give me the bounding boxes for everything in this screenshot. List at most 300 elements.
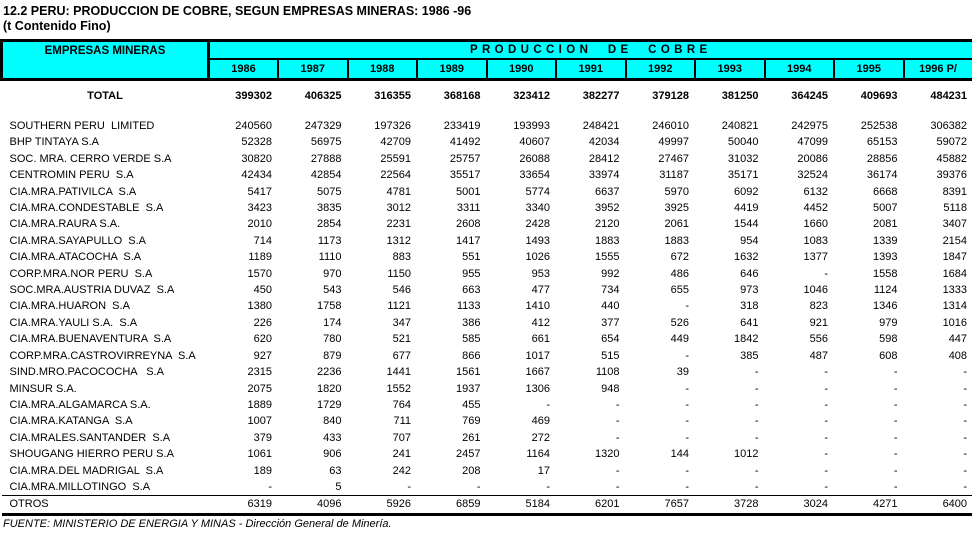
row-label: BHP TINTAYA S.A: [9, 136, 99, 149]
value-cell: 3407: [942, 218, 968, 231]
value-cell: 17: [537, 464, 550, 477]
value-cell: 646: [740, 267, 759, 280]
value-cell: 5007: [873, 202, 898, 215]
value-cell: 30820: [241, 152, 272, 165]
value-cell: -: [754, 431, 759, 444]
value-cell: 469: [531, 415, 550, 428]
table-row-company: [2, 118, 972, 134]
row-label: CIA.MRA.KATANGA S.A: [9, 415, 133, 428]
value-cell: 1016: [942, 316, 968, 329]
value-cell: 247329: [304, 120, 342, 132]
value-cell: 641: [740, 316, 759, 329]
value-cell: 449: [670, 333, 689, 346]
value-cell: 1883: [664, 234, 689, 247]
table-row-company: [2, 315, 972, 331]
table-row-company: [2, 216, 972, 232]
value-cell: 364245: [791, 90, 828, 102]
value-cell: 28856: [866, 152, 898, 165]
value-cell: 39: [676, 366, 689, 379]
value-cell: -: [963, 382, 968, 395]
value-cell: 3340: [525, 202, 550, 215]
value-cell: 1333: [942, 284, 968, 297]
value-cell: 1173: [317, 234, 342, 247]
table-row-company: [2, 134, 972, 150]
value-cell: 1883: [595, 234, 620, 247]
year-header-1994: 1994: [765, 59, 835, 80]
value-cell: 189: [253, 464, 272, 477]
value-cell: 316355: [374, 90, 411, 102]
value-cell: 655: [670, 284, 689, 297]
value-cell: 556: [809, 333, 828, 346]
value-cell: 242: [392, 464, 411, 477]
value-cell: 22564: [380, 169, 411, 182]
value-cell: 1667: [525, 366, 550, 379]
value-cell: -: [963, 431, 968, 444]
table-row-company: [2, 200, 972, 216]
value-cell: 240821: [721, 120, 759, 132]
value-cell: 174: [323, 316, 342, 329]
value-cell: 1133: [456, 300, 481, 313]
value-cell: 272: [531, 431, 550, 444]
value-cell: 5: [335, 480, 342, 493]
value-cell: 5075: [317, 185, 342, 198]
value-cell: 2075: [247, 382, 272, 395]
value-cell: 521: [392, 333, 411, 346]
value-cell: -: [893, 464, 898, 477]
value-cell: 1758: [317, 300, 342, 313]
value-cell: 477: [531, 284, 550, 297]
value-cell: 2854: [317, 218, 342, 231]
value-cell: 1558: [873, 267, 898, 280]
value-cell: -: [893, 415, 898, 428]
value-cell: 654: [601, 333, 620, 346]
value-cell: 1007: [247, 415, 272, 428]
year-header-1991: 1991: [556, 59, 626, 80]
value-cell: -: [893, 480, 898, 493]
group-header-row: [2, 41, 972, 59]
value-cell: 883: [392, 251, 411, 264]
value-cell: 955: [462, 267, 481, 280]
value-cell: 866: [462, 349, 481, 362]
value-cell: -: [685, 398, 689, 411]
value-cell: 368168: [443, 90, 481, 102]
value-cell: 585: [462, 333, 481, 346]
value-cell: 2081: [873, 218, 898, 231]
row-label: SOC. MRA. CERRO VERDE S.A: [9, 152, 172, 165]
value-cell: -: [893, 448, 898, 461]
value-cell: 28412: [588, 152, 620, 165]
value-cell: 248421: [582, 120, 620, 132]
value-cell: 1410: [525, 300, 550, 313]
value-cell: -: [963, 464, 968, 477]
value-cell: 27467: [658, 152, 689, 165]
value-cell: 1306: [525, 382, 550, 395]
value-cell: -: [546, 398, 550, 411]
value-cell: 764: [392, 398, 411, 411]
value-cell: 992: [601, 267, 620, 280]
value-cell: -: [963, 366, 968, 379]
value-cell: 3925: [664, 202, 689, 215]
value-cell: 382277: [582, 90, 620, 102]
value-cell: 26088: [519, 152, 550, 165]
value-cell: 1380: [247, 300, 272, 313]
value-cell: 412: [531, 316, 550, 329]
row-label: TOTAL: [87, 90, 123, 102]
value-cell: 5184: [487, 496, 557, 514]
value-cell: 1570: [247, 267, 272, 280]
value-cell: -: [963, 448, 968, 461]
value-cell: 515: [601, 349, 620, 362]
produccion-de-cobre-header: PRODUCCION DE COBRE: [209, 41, 972, 59]
value-cell: 1820: [317, 382, 342, 395]
value-cell: -: [824, 415, 828, 428]
value-cell: 608: [879, 349, 898, 362]
value-cell: 45882: [936, 152, 968, 165]
value-cell: 1847: [942, 251, 968, 264]
year-header-1993: 1993: [695, 59, 765, 80]
value-cell: 2428: [525, 218, 550, 231]
value-cell: 1083: [803, 234, 828, 247]
value-cell: 780: [323, 333, 342, 346]
value-cell: 734: [601, 284, 620, 297]
table-row-company: [2, 479, 972, 496]
value-cell: 246010: [652, 120, 689, 132]
value-cell: 50040: [727, 136, 759, 149]
value-cell: 1441: [386, 366, 411, 379]
value-cell: 433: [323, 431, 342, 444]
value-cell: 598: [879, 333, 898, 346]
value-cell: 1346: [873, 300, 898, 313]
table-row-company: [2, 331, 972, 347]
value-cell: 954: [740, 234, 759, 247]
value-cell: 20086: [797, 152, 828, 165]
value-cell: 2608: [456, 218, 481, 231]
value-cell: -: [824, 398, 828, 411]
value-cell: -: [824, 366, 828, 379]
value-cell: 33974: [588, 169, 620, 182]
value-cell: 1889: [247, 398, 272, 411]
value-cell: 52328: [241, 136, 272, 149]
row-label: CIA.MRA.CONDESTABLE S.A: [9, 202, 164, 215]
value-cell: 450: [253, 284, 272, 297]
value-cell: -: [754, 464, 759, 477]
value-cell: 979: [879, 316, 898, 329]
value-cell: -: [893, 398, 898, 411]
value-cell: 2236: [317, 366, 342, 379]
value-cell: 2457: [456, 448, 481, 461]
value-cell: 2010: [247, 218, 272, 231]
value-cell: 1544: [734, 218, 759, 231]
value-cell: -: [685, 415, 689, 428]
value-cell: 25591: [380, 152, 411, 165]
value-cell: 3835: [317, 202, 342, 215]
value-cell: 193993: [513, 120, 550, 132]
value-cell: 526: [670, 316, 689, 329]
value-cell: 6400: [904, 496, 972, 514]
value-cell: 41492: [449, 136, 481, 149]
table-row-company: [2, 348, 972, 364]
value-cell: 4452: [803, 202, 828, 215]
row-label: CIA.MRA.ATACOCHA S.A: [9, 251, 142, 264]
value-cell: 242975: [791, 120, 828, 132]
value-cell: 39376: [936, 169, 968, 182]
value-cell: -: [824, 480, 828, 493]
table-row-company: [2, 249, 972, 265]
value-cell: 2061: [664, 218, 689, 231]
value-cell: 4419: [734, 202, 759, 215]
value-cell: 3423: [247, 202, 272, 215]
value-cell: 455: [462, 398, 481, 411]
value-cell: -: [685, 300, 689, 313]
value-cell: 40607: [519, 136, 550, 149]
spacer-row: [2, 80, 972, 89]
value-cell: 1729: [317, 398, 342, 411]
value-cell: 1314: [942, 300, 968, 313]
value-cell: 5926: [348, 496, 418, 514]
value-cell: 408: [948, 349, 968, 362]
value-cell: -: [754, 480, 759, 493]
value-cell: 35517: [449, 169, 481, 182]
value-cell: 1552: [386, 382, 411, 395]
value-cell: 5001: [456, 185, 481, 198]
value-cell: 1061: [247, 448, 272, 461]
spacer-row: [2, 105, 972, 118]
value-cell: -: [268, 480, 272, 493]
value-cell: -: [754, 382, 759, 395]
value-cell: 447: [948, 333, 968, 346]
year-header-1987: 1987: [278, 59, 348, 80]
table-body: [2, 80, 972, 515]
value-cell: -: [824, 382, 828, 395]
value-cell: 385: [740, 349, 759, 362]
value-cell: 5417: [247, 185, 272, 198]
value-cell: -: [615, 480, 620, 493]
table-row-total: [2, 88, 972, 105]
value-cell: 1493: [525, 234, 550, 247]
page-title: 12.2 PERU: PRODUCCION DE COBRE, SEGUN EMPRESAS MINERAS: 1986 -96: [3, 4, 472, 18]
value-cell: 620: [253, 333, 272, 346]
value-cell: 440: [601, 300, 620, 313]
row-label: OTROS: [2, 496, 209, 514]
value-cell: 3952: [595, 202, 620, 215]
value-cell: 1393: [873, 251, 898, 264]
year-header-1989: 1989: [417, 59, 487, 80]
row-label: SOUTHERN PERU LIMITED: [9, 120, 155, 132]
empresas-mineras-header: EMPRESAS MINERAS: [2, 41, 209, 80]
table-row-company: [2, 397, 972, 413]
value-cell: 1046: [803, 284, 828, 297]
value-cell: 663: [462, 284, 481, 297]
value-cell: 948: [601, 382, 620, 395]
table-row-company: [2, 364, 972, 380]
value-cell: -: [685, 480, 689, 493]
value-cell: -: [824, 267, 828, 280]
value-cell: 1012: [734, 448, 759, 461]
value-cell: 1339: [873, 234, 898, 247]
year-header-1996-p-: 1996 P/: [904, 59, 972, 80]
value-cell: 252538: [860, 120, 898, 132]
value-cell: 379: [253, 431, 272, 444]
row-label: CIA.MRALES.SANTANDER S.A: [9, 431, 171, 444]
value-cell: 35171: [727, 169, 759, 182]
value-cell: -: [407, 480, 411, 493]
value-cell: 1189: [248, 251, 272, 264]
value-cell: 921: [809, 316, 828, 329]
value-cell: 240560: [235, 120, 272, 132]
value-cell: 347: [392, 316, 411, 329]
value-cell: 1377: [803, 251, 828, 264]
year-header-1990: 1990: [487, 59, 557, 80]
value-cell: 484231: [930, 90, 968, 102]
row-label: CORP.MRA.CASTROVIRREYNA S.A: [9, 349, 196, 362]
value-cell: 1312: [386, 234, 411, 247]
value-cell: -: [615, 415, 620, 428]
value-cell: 318: [740, 300, 759, 313]
value-cell: 5118: [943, 202, 968, 215]
value-cell: 714: [253, 234, 272, 247]
value-cell: 3311: [456, 202, 481, 215]
table-row-company: [2, 463, 972, 479]
table-row-company: [2, 184, 972, 200]
value-cell: -: [824, 431, 828, 444]
value-cell: -: [963, 398, 968, 411]
year-header-1986: 1986: [209, 59, 279, 80]
row-label: CIA.MRA.RAURA S.A.: [9, 218, 121, 231]
value-cell: -: [893, 431, 898, 444]
value-cell: 6132: [803, 185, 828, 198]
value-cell: 6092: [734, 185, 759, 198]
value-cell: 1124: [873, 284, 898, 297]
table-row-company: [2, 298, 972, 314]
value-cell: 5970: [664, 185, 689, 198]
value-cell: -: [546, 480, 550, 493]
value-cell: 197326: [374, 120, 411, 132]
value-cell: 672: [670, 251, 689, 264]
value-cell: 42854: [310, 169, 342, 182]
value-cell: 1555: [595, 251, 620, 264]
value-cell: 8391: [942, 185, 968, 198]
value-cell: 823: [809, 300, 828, 313]
value-cell: 3024: [765, 496, 835, 514]
value-cell: 7657: [626, 496, 696, 514]
value-cell: 551: [462, 251, 481, 264]
value-cell: 3728: [695, 496, 765, 514]
table-row-company: [2, 282, 972, 298]
table-row-company: [2, 167, 972, 183]
value-cell: 1561: [456, 366, 481, 379]
value-cell: 56975: [310, 136, 342, 149]
value-cell: 33654: [519, 169, 550, 182]
value-cell: 1108: [595, 366, 620, 379]
value-cell: 2315: [247, 366, 272, 379]
value-cell: 27888: [310, 152, 342, 165]
table-row-company: [2, 266, 972, 282]
value-cell: -: [754, 415, 759, 428]
value-cell: -: [893, 366, 898, 379]
row-label: CENTROMIN PERU S.A: [9, 169, 134, 182]
page-subtitle: (t Contenido Fino): [3, 19, 111, 33]
value-cell: 144: [670, 448, 689, 461]
value-cell: 1660: [803, 218, 828, 231]
value-cell: 65153: [866, 136, 898, 149]
row-label: CIA.MRA.SAYAPULLO S.A: [9, 234, 147, 247]
value-cell: 677: [392, 349, 411, 362]
value-cell: 486: [670, 267, 689, 280]
row-label: CIA.MRA.ALGAMARCA S.A.: [9, 398, 151, 411]
value-cell: 226: [253, 316, 272, 329]
value-cell: 3012: [386, 202, 411, 215]
row-label: SIND.MRO.PACOCOCHA S.A: [9, 366, 164, 379]
value-cell: 1417: [456, 234, 481, 247]
value-cell: -: [685, 431, 689, 444]
value-cell: 241: [392, 448, 411, 461]
value-cell: 973: [740, 284, 759, 297]
value-cell: 6201: [556, 496, 626, 514]
value-cell: 970: [323, 267, 342, 280]
value-cell: 487: [809, 349, 828, 362]
value-cell: -: [685, 382, 689, 395]
row-label: SOC.MRA.AUSTRIA DUVAZ S.A: [9, 284, 175, 297]
value-cell: 261: [462, 431, 481, 444]
value-cell: -: [615, 464, 620, 477]
value-cell: 25757: [449, 152, 481, 165]
row-label: SHOUGANG HIERRO PERU S.A: [9, 448, 174, 461]
value-cell: 661: [531, 333, 550, 346]
table-row-otros: [2, 496, 972, 514]
value-cell: 906: [323, 448, 342, 461]
value-cell: 6668: [873, 185, 898, 198]
value-cell: 386: [462, 316, 481, 329]
value-cell: 4096: [278, 496, 348, 514]
value-cell: 2231: [386, 218, 411, 231]
value-cell: 1937: [456, 382, 481, 395]
value-cell: -: [754, 366, 759, 379]
value-cell: -: [963, 415, 968, 428]
value-cell: 840: [323, 415, 342, 428]
value-cell: 1632: [734, 251, 759, 264]
table-row-company: [2, 151, 972, 167]
value-cell: -: [615, 431, 620, 444]
value-cell: 707: [392, 431, 411, 444]
value-cell: 6637: [595, 185, 620, 198]
value-cell: 4271: [834, 496, 904, 514]
value-cell: 409693: [860, 90, 898, 102]
table-row-company: [2, 233, 972, 249]
value-cell: 879: [323, 349, 342, 362]
source-note: FUENTE: MINISTERIO DE ENERGIA Y MINAS - Dirección General de Minería.: [3, 517, 392, 530]
table-row-company: [2, 430, 972, 446]
row-label: CIA.MRA.MILLOTINGO S.A: [9, 480, 151, 493]
value-cell: -: [893, 382, 898, 395]
value-cell: 47099: [797, 136, 828, 149]
value-cell: 4781: [386, 185, 411, 198]
row-label: CIA.MRA.DEL MADRIGAL S.A: [9, 464, 164, 477]
value-cell: 31187: [659, 169, 689, 182]
table-row-company: [2, 413, 972, 429]
value-cell: 2154: [942, 234, 968, 247]
value-cell: 5774: [525, 185, 550, 198]
value-cell: 63: [329, 464, 342, 477]
value-cell: 49997: [658, 136, 689, 149]
value-cell: 36174: [866, 169, 898, 182]
value-cell: 42434: [241, 169, 272, 182]
row-label: CIA.MRA.PATIVILCA S.A: [9, 185, 137, 198]
row-label: CIA.MRA.HUARON S.A: [9, 300, 130, 313]
value-cell: 1684: [942, 267, 968, 280]
value-cell: 6859: [417, 496, 487, 514]
copper-production-table: [0, 39, 972, 516]
value-cell: -: [685, 349, 689, 362]
